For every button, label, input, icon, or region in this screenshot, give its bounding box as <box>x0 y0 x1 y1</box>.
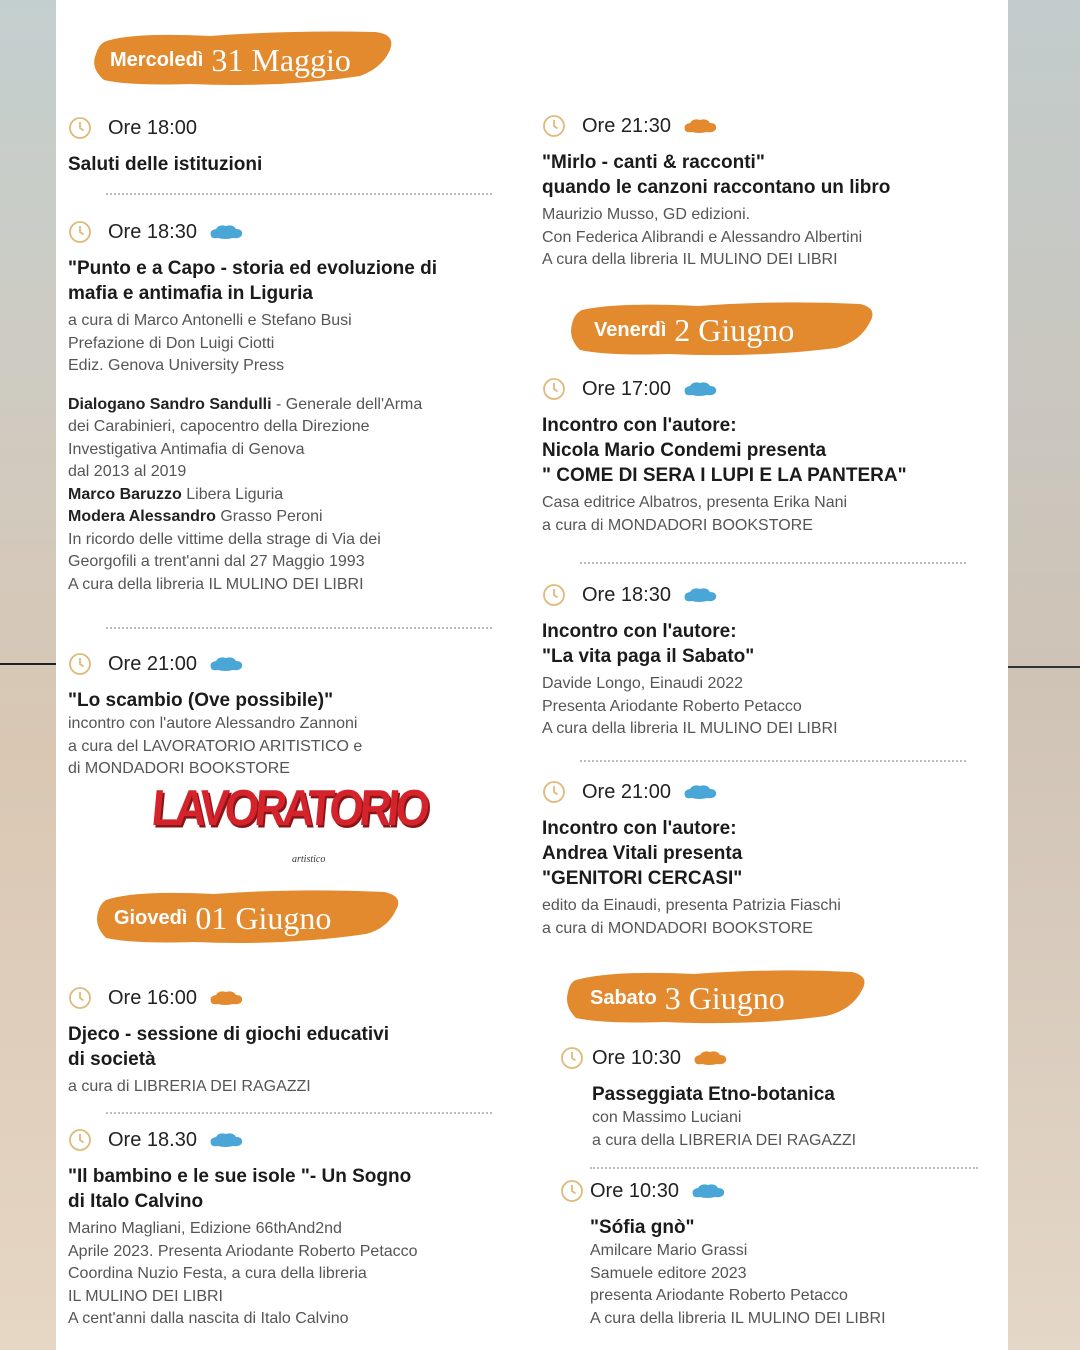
event-title <box>542 413 907 488</box>
event-title <box>68 1164 418 1214</box>
speaker-line <box>68 506 437 529</box>
clock-icon <box>68 652 92 676</box>
event-details <box>68 1218 418 1331</box>
background-left <box>0 0 56 1350</box>
separator <box>580 760 966 762</box>
clock-icon <box>542 377 566 401</box>
cloud-orange-icon <box>691 1049 729 1067</box>
event-title <box>542 150 890 200</box>
day-date: 3 Giugno <box>664 979 785 1016</box>
event-title-line: Incontro con l'autore: <box>542 415 737 436</box>
detail-line: Maurizio Musso, GD edizioni. <box>542 206 751 223</box>
event-time: Ore 18:00 <box>108 116 197 139</box>
clock-icon <box>542 583 566 607</box>
event-details <box>542 895 841 940</box>
day-name: Mercoledì <box>110 48 204 71</box>
event-il-bambino <box>68 1126 418 1331</box>
event-title <box>68 688 362 713</box>
event-details <box>68 1076 389 1099</box>
event-time: Ore 21:30 <box>582 114 671 137</box>
day-banner-giovedi <box>94 886 404 950</box>
event-title <box>68 1022 389 1072</box>
clock-icon <box>542 780 566 804</box>
detail-line: presenta Ariodante Roberto Petacco <box>590 1287 848 1304</box>
event-title-line: "La vita paga il Sabato" <box>542 646 755 667</box>
cloud-blue-icon <box>207 655 245 673</box>
cloud-blue-icon <box>689 1182 727 1200</box>
detail-line: A cent'anni dalla nascita di Italo Calvino <box>68 1310 349 1327</box>
event-title-line: mafia e antimafia in Liguria <box>68 283 313 304</box>
detail-line: A cura della libreria IL MULINO DEI LIBRI <box>68 575 364 593</box>
detail-line: Investigativa Antimafia di Genova <box>68 440 305 458</box>
detail-line: Davide Longo, Einaudi 2022 <box>542 675 744 692</box>
detail-line: a cura di MONDADORI BOOKSTORE <box>542 919 813 937</box>
detail-line: dal 2013 al 2019 <box>68 463 187 480</box>
event-title <box>560 1215 886 1240</box>
detail-line: con Massimo Luciani <box>592 1109 742 1126</box>
background-line-left <box>0 663 56 665</box>
day-banner-venerdi <box>568 298 878 362</box>
event-title-line: Saluti delle istituzioni <box>68 154 263 175</box>
event-title <box>68 256 437 306</box>
day-name: Giovedì <box>114 906 188 929</box>
logo-subtext: artistico <box>292 854 326 865</box>
cloud-blue-icon <box>207 223 245 241</box>
right-column <box>526 0 1008 1350</box>
separator <box>106 193 492 195</box>
day-banner-mercoledi <box>90 28 400 92</box>
event-punto-e-a-capo <box>68 218 437 596</box>
detail-line: Prefazione di Don Luigi Ciotti <box>68 334 275 352</box>
event-title-line: Incontro con l'autore: <box>542 621 737 642</box>
event-title-line: di Italo Calvino <box>68 1191 204 1212</box>
day-banner-sabato <box>564 966 870 1030</box>
clock-icon <box>68 116 92 140</box>
cloud-blue-icon <box>681 380 719 398</box>
detail-line: IL MULINO DEI LIBRI <box>68 1287 223 1305</box>
event-title <box>560 1082 856 1107</box>
detail-line: Aprile 2023. Presenta Ariodante Roberto Petacco <box>68 1242 418 1260</box>
separator <box>106 627 492 629</box>
left-column <box>56 0 526 1350</box>
separator <box>590 1167 978 1169</box>
background-line-right <box>1008 666 1080 668</box>
event-time: Ore 17:00 <box>582 377 671 400</box>
event-time: Ore 21:00 <box>582 780 671 803</box>
event-condemi <box>542 375 907 537</box>
speaker-desc: Libera Liguria <box>181 485 284 503</box>
event-title-line: "Lo scambio (Ove possibile)" <box>68 690 334 711</box>
event-speakers <box>68 394 437 597</box>
day-name: Venerdì <box>594 318 667 341</box>
event-mirlo <box>542 112 890 272</box>
event-title-line: Nicola Mario Condemi presenta <box>542 440 827 461</box>
event-details <box>68 713 362 781</box>
speaker-name: Modera Alessandro <box>68 508 216 525</box>
detail-line: A cura della libreria IL MULINO DEI LIBRI <box>542 720 838 737</box>
clock-icon <box>68 1128 92 1152</box>
detail-line: a cura della LIBRERIA DEI RAGAZZI <box>592 1131 857 1149</box>
detail-line: Samuele editore 2023 <box>590 1264 747 1282</box>
event-time: Ore 21:00 <box>108 652 197 675</box>
event-time: Ore 16:00 <box>108 986 197 1009</box>
detail-line: Georgofili a trent'anni dal 27 Maggio 1993 <box>68 553 365 570</box>
detail-line: a cura di Marco Antonelli e Stefano Busi <box>68 312 352 329</box>
event-title-line: "Mirlo - canti & racconti" <box>542 152 765 173</box>
event-title-line: quando le canzoni raccontano un libro <box>542 177 891 198</box>
detail-line: A cura della libreria IL MULINO DEI LIBRI <box>542 251 838 268</box>
day-date: 2 Giugno <box>674 311 795 348</box>
detail-line: dei Carabinieri, capocentro della Direzione <box>68 418 370 435</box>
speaker-line <box>68 484 437 507</box>
detail-line: a cura di LIBRERIA DEI RAGAZZI <box>68 1078 311 1095</box>
event-title-line: Incontro con l'autore: <box>542 818 737 839</box>
event-title-line: "Sófia gnò" <box>590 1217 695 1238</box>
event-details <box>542 204 890 272</box>
event-title <box>542 816 841 891</box>
cloud-orange-icon <box>681 117 719 135</box>
event-lo-scambio <box>68 650 362 781</box>
speaker-line <box>68 394 437 417</box>
event-details <box>560 1240 886 1330</box>
detail-line: di MONDADORI BOOKSTORE <box>68 760 290 777</box>
day-name: Sabato <box>590 986 657 1009</box>
separator <box>580 562 966 564</box>
detail-line: Ediz. Genova University Press <box>68 357 285 374</box>
event-time: Ore 18:30 <box>108 220 197 243</box>
detail-line: Marino Magliani, Edizione 66thAnd2nd <box>68 1220 342 1237</box>
speaker-name: Marco Baruzzo <box>68 485 182 503</box>
speaker-name: Dialogano Sandro Sandulli <box>68 395 272 413</box>
cloud-orange-icon <box>207 989 245 1007</box>
lavoratorio-logo <box>149 780 429 874</box>
event-vitali <box>542 778 841 940</box>
event-time: Ore 18:30 <box>582 583 671 606</box>
clock-icon <box>68 220 92 244</box>
logo-text: LAVORATORIO <box>149 780 429 837</box>
detail-line: A cura della libreria IL MULINO DEI LIBRI <box>590 1309 886 1327</box>
detail-line: Casa editrice Albatros, presenta Erika Nani <box>542 494 848 511</box>
event-details <box>542 673 838 741</box>
cloud-blue-icon <box>681 586 719 604</box>
event-passeggiata <box>560 1044 856 1152</box>
day-date: 01 Giugno <box>195 899 332 936</box>
detail-line: incontro con l'autore Alessandro Zannoni <box>68 715 358 732</box>
detail-line: a cura del LAVORATORIO ARITISTICO e <box>68 737 363 755</box>
day-date: 31 Maggio <box>211 41 351 78</box>
event-saluti <box>68 114 262 177</box>
clock-icon <box>542 114 566 138</box>
event-djeco <box>68 984 389 1099</box>
event-title-line: Passeggiata Etno-botanica <box>592 1084 835 1105</box>
detail-line: Presenta Ariodante Roberto Petacco <box>542 697 802 715</box>
event-title-line: di società <box>68 1049 156 1070</box>
clock-icon <box>68 986 92 1010</box>
background-right <box>1008 0 1080 1350</box>
speaker-desc: Grasso Peroni <box>215 508 323 525</box>
detail-line: Coordina Nuzio Festa, a cura della libreria <box>68 1265 367 1282</box>
event-title-line: " COME DI SERA I LUPI E LA PANTERA" <box>542 465 907 486</box>
detail-line: In ricordo delle vittime della strage di Via dei <box>68 530 381 548</box>
cloud-blue-icon <box>207 1131 245 1149</box>
event-title <box>542 619 838 669</box>
event-title-line: "Il bambino e le sue isole "- Un Sogno <box>68 1166 412 1187</box>
clock-icon <box>560 1046 584 1070</box>
event-title-line: "Punto e a Capo - storia ed evoluzione di <box>68 258 437 279</box>
event-details <box>68 310 437 378</box>
program-page <box>56 0 1008 1350</box>
detail-line: Con Federica Alibrandi e Alessandro Albertini <box>542 228 863 246</box>
event-time: Ore 18.30 <box>108 1128 197 1151</box>
event-time: Ore 10:30 <box>590 1179 679 1202</box>
event-time: Ore 10:30 <box>592 1046 681 1069</box>
event-details <box>560 1107 856 1152</box>
event-sofia-gno <box>560 1177 886 1330</box>
event-title-line: Andrea Vitali presenta <box>542 843 743 864</box>
clock-icon <box>560 1179 584 1203</box>
separator <box>106 1112 492 1114</box>
event-longo <box>542 581 838 741</box>
cloud-blue-icon <box>681 783 719 801</box>
speaker-desc: - Generale dell'Arma <box>271 395 423 413</box>
detail-line: edito da Einaudi, presenta Patrizia Fiaschi <box>542 897 841 914</box>
event-title-line: Djeco - sessione di giochi educativi <box>68 1024 389 1045</box>
event-title-line: "GENITORI CERCASI" <box>542 868 743 889</box>
event-title <box>68 152 262 177</box>
detail-line: Amilcare Mario Grassi <box>590 1242 748 1259</box>
detail-line: a cura di MONDADORI BOOKSTORE <box>542 516 813 534</box>
event-details <box>542 492 907 537</box>
